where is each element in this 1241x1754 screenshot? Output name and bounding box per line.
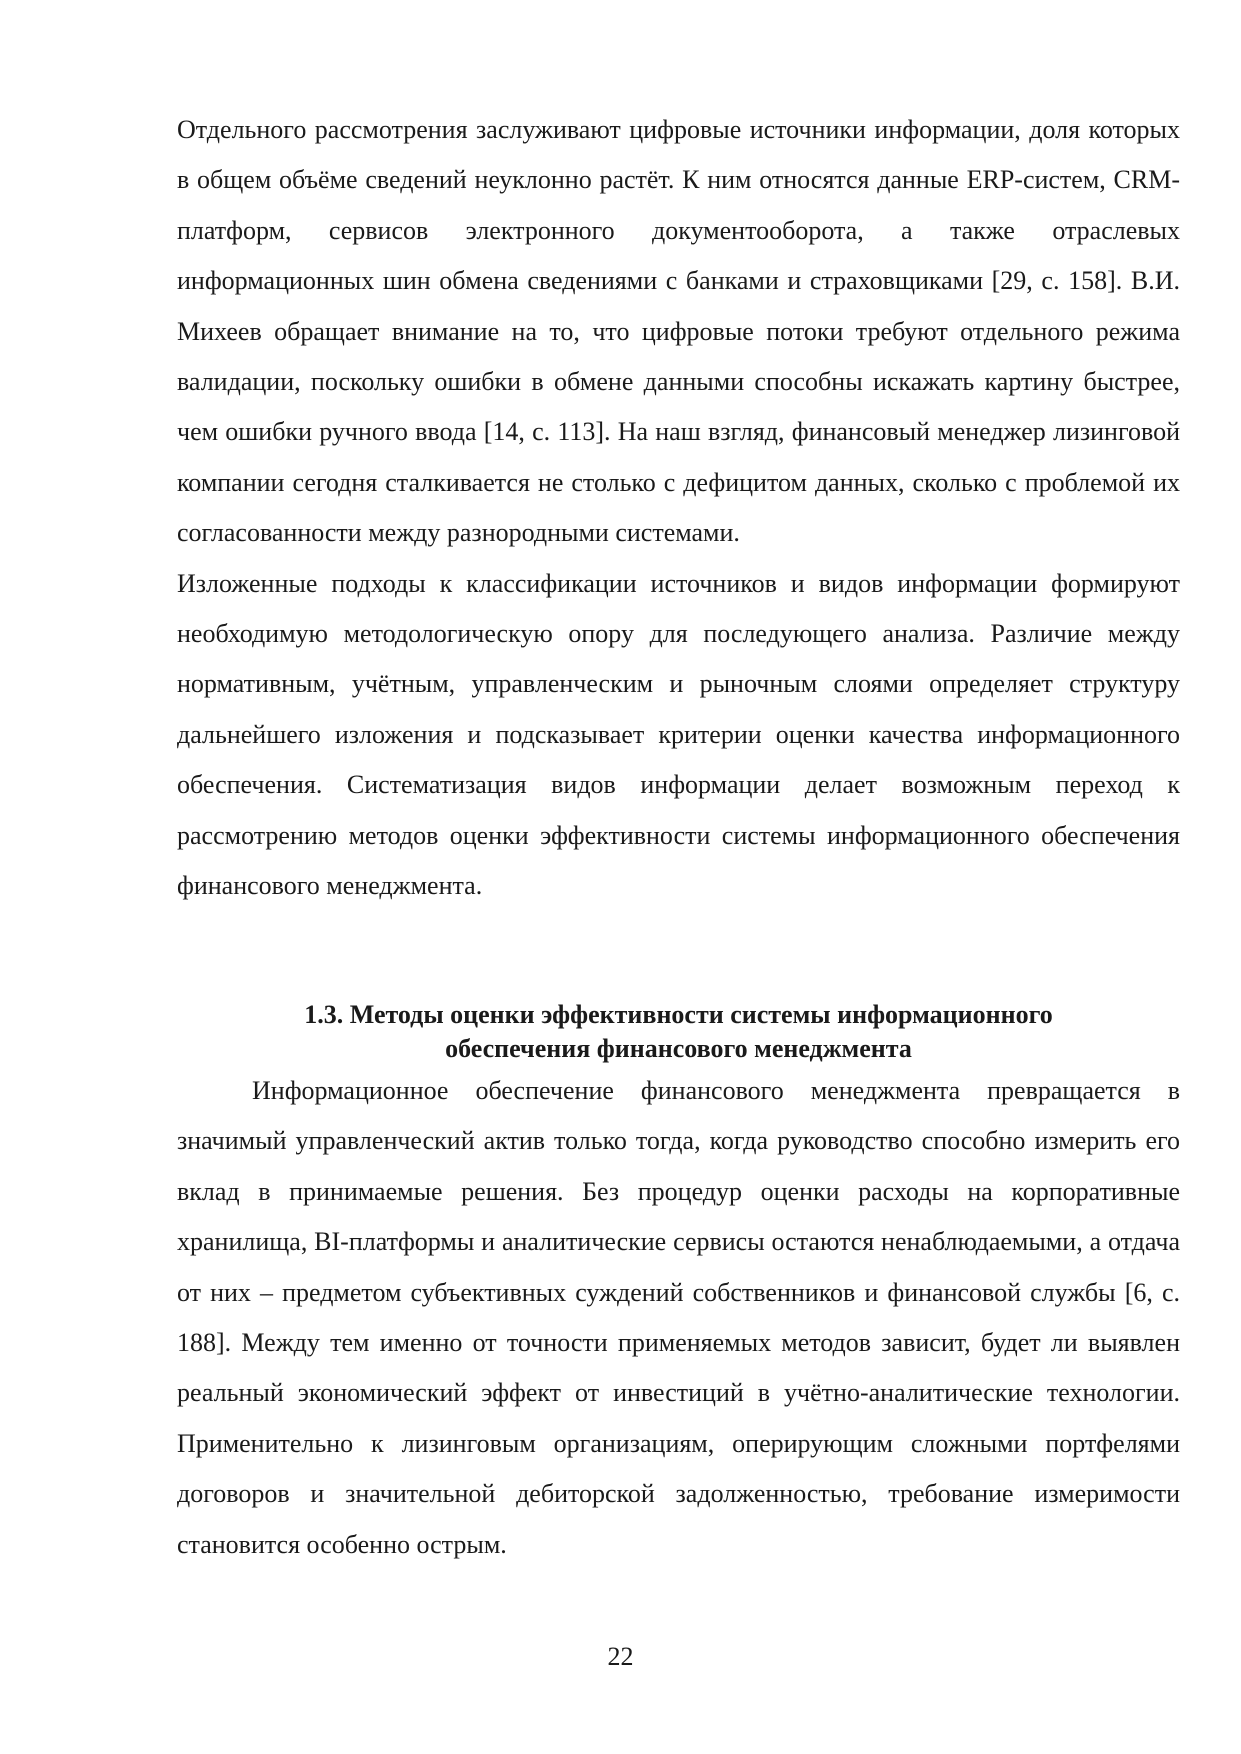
paragraph-digital-sources: Отдельного рассмотрения заслуживают цифровые источники информации, доля которых в общем объёме сведений неуклонно растёт. К ним относятся данные ERP-систем, CRM-платформ, сервисов электронного документооборота, а также отраслевых информационных шин обмена сведениями с банками и страховщиками [29, с. 158]. В.И. Михеев обращает внимание на то, что цифровые потоки требуют отдельного режима валидации, поскольку ошибки в обмене данными способны искажать картину быстрее, чем ошибки ручного ввода [14, с. 113]. На наш взгляд, финансовый менеджер лизинговой компании сегодня сталкивается не столько с дефицитом данных, сколько с проблемой их согласованности между разнородными системами. — [177, 115, 1180, 548]
paragraph-evaluation-intro: Информационное обеспечение финансового менеджмента превращается в значимый управленческий актив только тогда, когда руководство способно измерить его вклад в принимаемые решения. Без процедур оценки расходы на корпоративные хранилища, BI-платформы и аналитические сервисы остаются ненаблюдаемыми, а отдача от них – предметом субъективных суждений собственников и финансовой службы [6, с. 188]. Между тем именно от точности применяемых методов зависит, будет ли выявлен реальный экономический эффект от инвестиций в учётно-аналитические технологии. Применительно к лизинговым организациям, оперирующим сложными портфелями договоров и значительной дебиторской задолженностью, требование измеримости становится особенно острым. — [177, 1076, 1180, 1559]
body-text-top — [177, 105, 1180, 912]
page-number: 22 — [607, 1642, 634, 1671]
body-text-bottom — [177, 1066, 1180, 1570]
section-heading-line-2: обеспечения финансового менеджмента — [445, 1034, 912, 1063]
paragraph-classification-summary: Изложенные подходы к классификации источников и видов информации формируют необходимую методологическую опору для последующего анализа. Различие между нормативным, учётным, управленческим и рыночным слоями определяет структуру дальнейшего изложения и подсказывает критерии оценки качества информационного обеспечения. Систематизация видов информации делает возможным переход к рассмотрению методов оценки эффективности системы информационного обеспечения финансового менеджмента. — [177, 568, 1180, 901]
section-heading — [177, 998, 1180, 1066]
section-heading-line-1: 1.3. Методы оценки эффективности системы информационного — [304, 1000, 1053, 1029]
